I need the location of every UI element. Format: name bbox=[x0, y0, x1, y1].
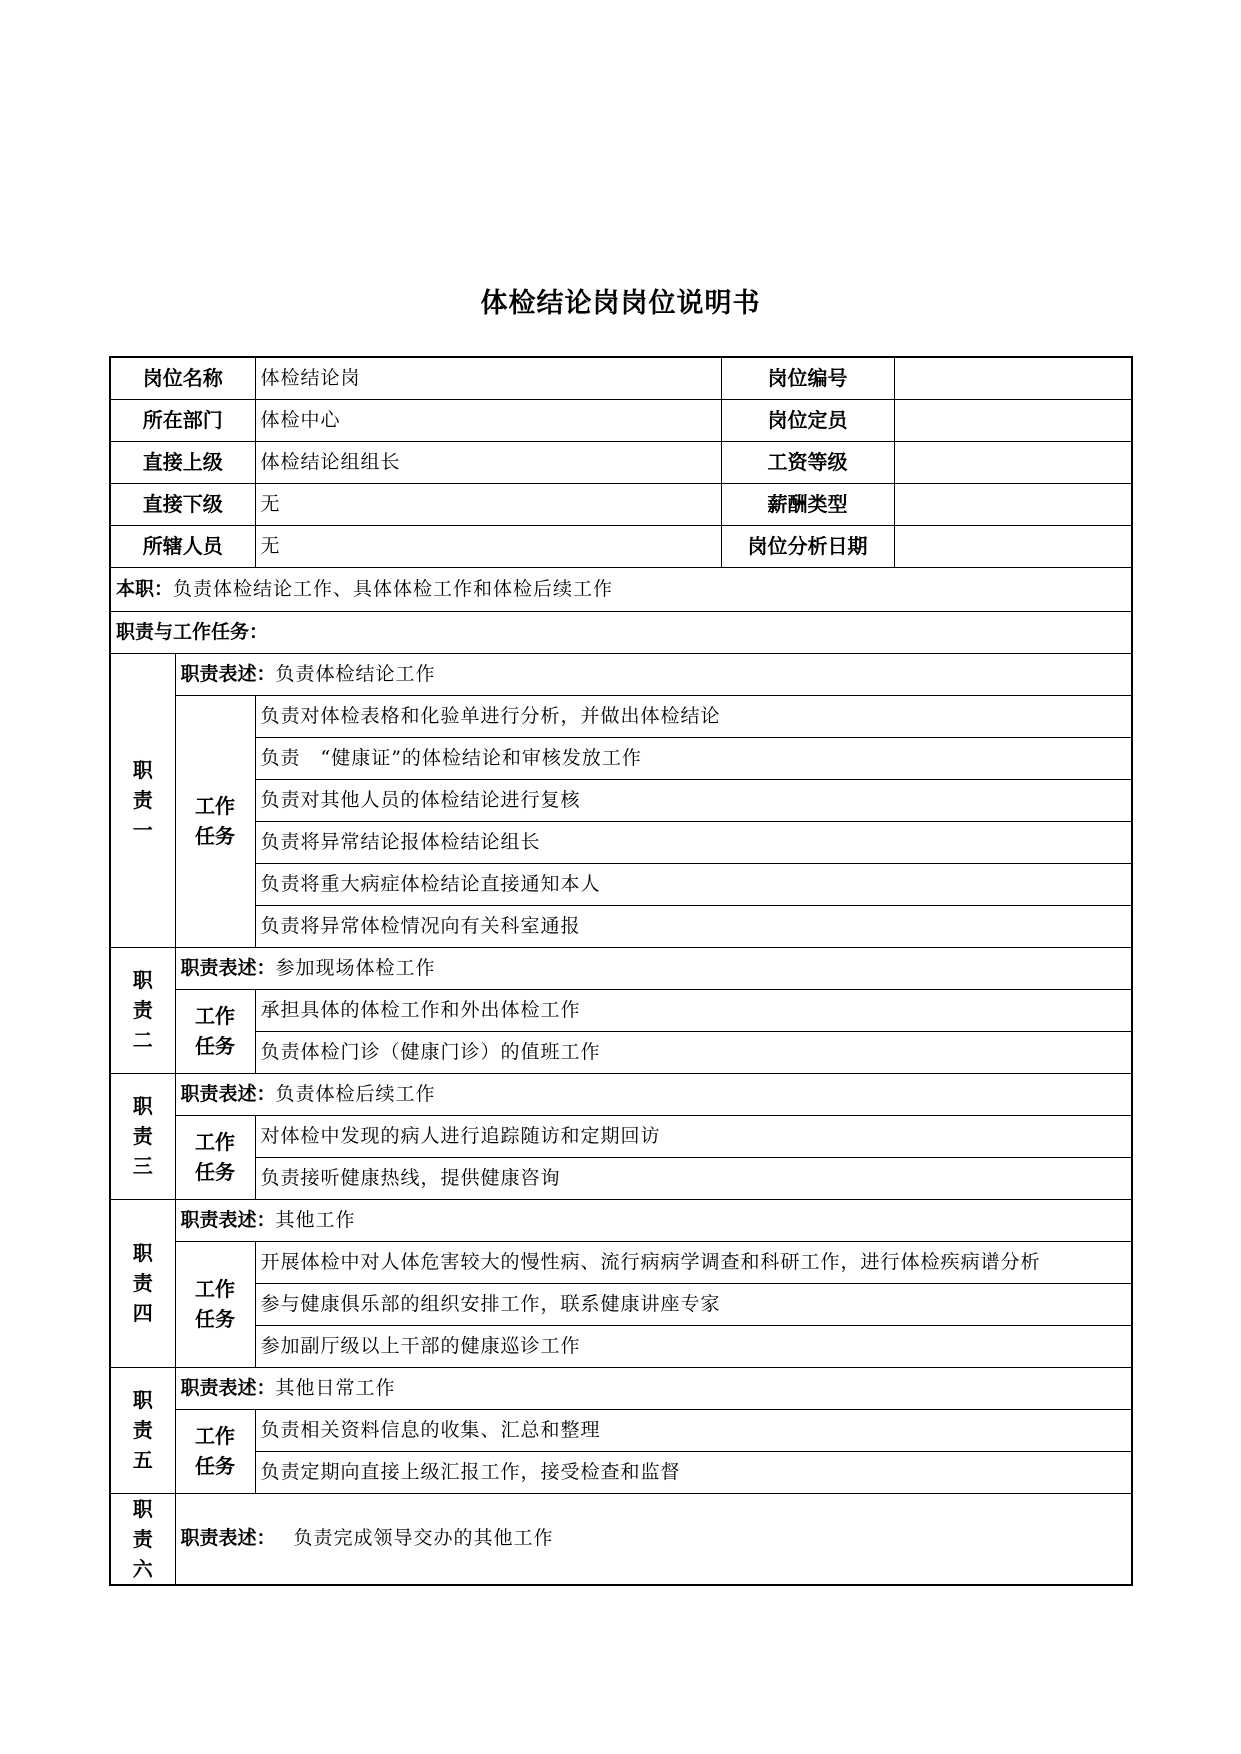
task-label-line: 任务 bbox=[195, 1160, 235, 1184]
task-row bbox=[110, 863, 1132, 905]
task-item: 负责接听健康热线，提供健康咨询 bbox=[255, 1157, 1132, 1199]
duty-name bbox=[110, 653, 175, 947]
info-value-right bbox=[894, 525, 1132, 567]
duty-name-char: 职 bbox=[132, 1241, 153, 1265]
task-row bbox=[110, 821, 1132, 863]
duty-desc-label: 职责表述： bbox=[180, 1208, 276, 1231]
duty-name-char: 三 bbox=[132, 1154, 153, 1178]
duty-desc bbox=[175, 1199, 1132, 1241]
duty-name-char: 职 bbox=[132, 1388, 153, 1412]
duty-name-char: 职 bbox=[132, 968, 153, 992]
info-value: 体检中心 bbox=[255, 399, 721, 441]
duty-desc-row bbox=[110, 1493, 1132, 1585]
info-value-right bbox=[894, 357, 1132, 399]
duty-desc bbox=[175, 947, 1132, 989]
duty-desc-text: 其他工作 bbox=[275, 1208, 356, 1231]
duty-name-char: 责 bbox=[132, 1124, 153, 1148]
info-label: 所在部门 bbox=[110, 399, 255, 441]
duty-desc-row bbox=[110, 1199, 1132, 1241]
duty-desc bbox=[175, 1493, 1132, 1585]
task-row bbox=[110, 737, 1132, 779]
duty-name-char: 职 bbox=[132, 758, 153, 782]
info-value: 体检结论组组长 bbox=[255, 441, 721, 483]
duty-desc-row bbox=[110, 1073, 1132, 1115]
task-item: 负责相关资料信息的收集、汇总和整理 bbox=[255, 1409, 1132, 1451]
info-value-right bbox=[894, 483, 1132, 525]
duty-desc-text: 其他日常工作 bbox=[275, 1376, 396, 1399]
task-row bbox=[110, 1031, 1132, 1073]
task-label bbox=[175, 989, 255, 1073]
main-duty-text: 负责体检结论工作、具体体检工作和体检后续工作 bbox=[173, 577, 614, 600]
duty-desc-row bbox=[110, 1367, 1132, 1409]
duty-name-char: 职 bbox=[132, 1496, 153, 1521]
duty-name bbox=[110, 1199, 175, 1367]
info-label: 直接上级 bbox=[110, 441, 255, 483]
task-label-line: 工作 bbox=[195, 1277, 235, 1301]
task-label-line: 任务 bbox=[195, 1307, 235, 1331]
task-item: 开展体检中对人体危害较大的慢性病、流行病病学调查和科研工作，进行体检疾病谱分析 bbox=[255, 1241, 1132, 1283]
info-section bbox=[110, 357, 1132, 567]
task-item: 承担具体的体检工作和外出体检工作 bbox=[255, 989, 1132, 1031]
task-row bbox=[110, 1283, 1132, 1325]
duty-desc-text: 参加现场体检工作 bbox=[275, 956, 436, 979]
task-item: 负责体检门诊（健康门诊）的值班工作 bbox=[255, 1031, 1132, 1073]
duty-desc-label: 职责表述： bbox=[180, 1376, 276, 1399]
info-value-right bbox=[894, 441, 1132, 483]
task-item: 负责对体检表格和化验单进行分析，并做出体检结论 bbox=[255, 695, 1132, 737]
duty-name-char: 责 bbox=[132, 1526, 153, 1551]
task-row bbox=[110, 1157, 1132, 1199]
duty-desc bbox=[175, 653, 1132, 695]
info-label-right: 岗位定员 bbox=[721, 399, 894, 441]
main-duty-row bbox=[110, 567, 1132, 611]
duty-desc-label: 职责表述： bbox=[180, 1527, 276, 1550]
duty-name-char: 职 bbox=[132, 1094, 153, 1118]
duty-desc bbox=[175, 1367, 1132, 1409]
duty-name-char: 责 bbox=[132, 1418, 153, 1442]
duty-name-char: 责 bbox=[132, 788, 153, 812]
duty-name-char: 六 bbox=[132, 1556, 153, 1581]
task-item: 负责将异常体检情况向有关科室通报 bbox=[255, 905, 1132, 947]
task-row bbox=[110, 989, 1132, 1031]
task-row bbox=[110, 1325, 1132, 1367]
info-label-right: 岗位分析日期 bbox=[721, 525, 894, 567]
task-row bbox=[110, 1409, 1132, 1451]
info-label: 所辖人员 bbox=[110, 525, 255, 567]
task-label-line: 任务 bbox=[195, 1454, 235, 1478]
info-row bbox=[110, 399, 1132, 441]
task-label-line: 工作 bbox=[195, 1130, 235, 1154]
duty-desc-text: 负责完成领导交办的其他工作 bbox=[293, 1527, 554, 1550]
task-label bbox=[175, 1241, 255, 1367]
duty-name bbox=[110, 947, 175, 1073]
task-row bbox=[110, 1115, 1132, 1157]
info-value: 无 bbox=[255, 525, 721, 567]
duty-name-char: 责 bbox=[132, 998, 153, 1022]
duties-header: 职责与工作任务： bbox=[110, 611, 1132, 653]
main-duty bbox=[110, 567, 1132, 611]
info-row bbox=[110, 441, 1132, 483]
info-label-right: 工资等级 bbox=[721, 441, 894, 483]
task-item: 参加副厅级以上干部的健康巡诊工作 bbox=[255, 1325, 1132, 1367]
duty-desc bbox=[175, 1073, 1132, 1115]
duty-name-char: 四 bbox=[132, 1301, 153, 1325]
task-label-line: 工作 bbox=[195, 1424, 235, 1448]
task-label-line: 任务 bbox=[195, 824, 235, 848]
task-label bbox=[175, 1115, 255, 1199]
duty-desc-row bbox=[110, 947, 1132, 989]
duties-section bbox=[110, 567, 1132, 1585]
info-row bbox=[110, 525, 1132, 567]
task-row bbox=[110, 905, 1132, 947]
info-label-right: 岗位编号 bbox=[721, 357, 894, 399]
task-row bbox=[110, 1241, 1132, 1283]
info-label: 直接下级 bbox=[110, 483, 255, 525]
info-label-right: 薪酬类型 bbox=[721, 483, 894, 525]
task-label-line: 工作 bbox=[195, 1004, 235, 1028]
duties-header-row bbox=[110, 611, 1132, 653]
duty-name-char: 二 bbox=[132, 1028, 153, 1052]
info-label: 岗位名称 bbox=[110, 357, 255, 399]
duty-desc-label: 职责表述： bbox=[180, 1082, 276, 1105]
info-value-right bbox=[894, 399, 1132, 441]
duty-name-char: 五 bbox=[132, 1448, 153, 1472]
info-row bbox=[110, 483, 1132, 525]
info-row bbox=[110, 357, 1132, 399]
duty-desc-label: 职责表述： bbox=[180, 956, 276, 979]
duty-name bbox=[110, 1367, 175, 1493]
task-item: 负责对其他人员的体检结论进行复核 bbox=[255, 779, 1132, 821]
task-item: 负责将异常结论报体检结论组长 bbox=[255, 821, 1132, 863]
duty-desc-text: 负责体检结论工作 bbox=[275, 662, 436, 685]
task-label-line: 工作 bbox=[195, 794, 235, 818]
duty-desc-row bbox=[110, 653, 1132, 695]
info-value: 无 bbox=[255, 483, 721, 525]
task-row bbox=[110, 695, 1132, 737]
task-item: 负责 “健康证”的体检结论和审核发放工作 bbox=[255, 737, 1132, 779]
duty-name-char: 责 bbox=[132, 1271, 153, 1295]
task-label-line: 任务 bbox=[195, 1034, 235, 1058]
main-duty-label: 本职： bbox=[116, 577, 174, 600]
task-item: 对体检中发现的病人进行追踪随访和定期回访 bbox=[255, 1115, 1132, 1157]
duty-name-char: 一 bbox=[132, 818, 153, 842]
info-value: 体检结论岗 bbox=[255, 357, 721, 399]
duty-desc-text: 负责体检后续工作 bbox=[275, 1082, 436, 1105]
task-row bbox=[110, 1451, 1132, 1493]
task-label bbox=[175, 695, 255, 947]
task-item: 负责将重大病症体检结论直接通知本人 bbox=[255, 863, 1132, 905]
duty-name bbox=[110, 1493, 175, 1585]
task-item: 负责定期向直接上级汇报工作，接受检查和监督 bbox=[255, 1451, 1132, 1493]
task-label bbox=[175, 1409, 255, 1493]
task-item: 参与健康俱乐部的组织安排工作，联系健康讲座专家 bbox=[255, 1283, 1132, 1325]
job-description-table bbox=[109, 356, 1133, 1586]
task-row bbox=[110, 779, 1132, 821]
duty-desc-label: 职责表述： bbox=[180, 662, 276, 685]
document-title: 体检结论岗岗位说明书 bbox=[480, 288, 761, 319]
duty-name bbox=[110, 1073, 175, 1199]
